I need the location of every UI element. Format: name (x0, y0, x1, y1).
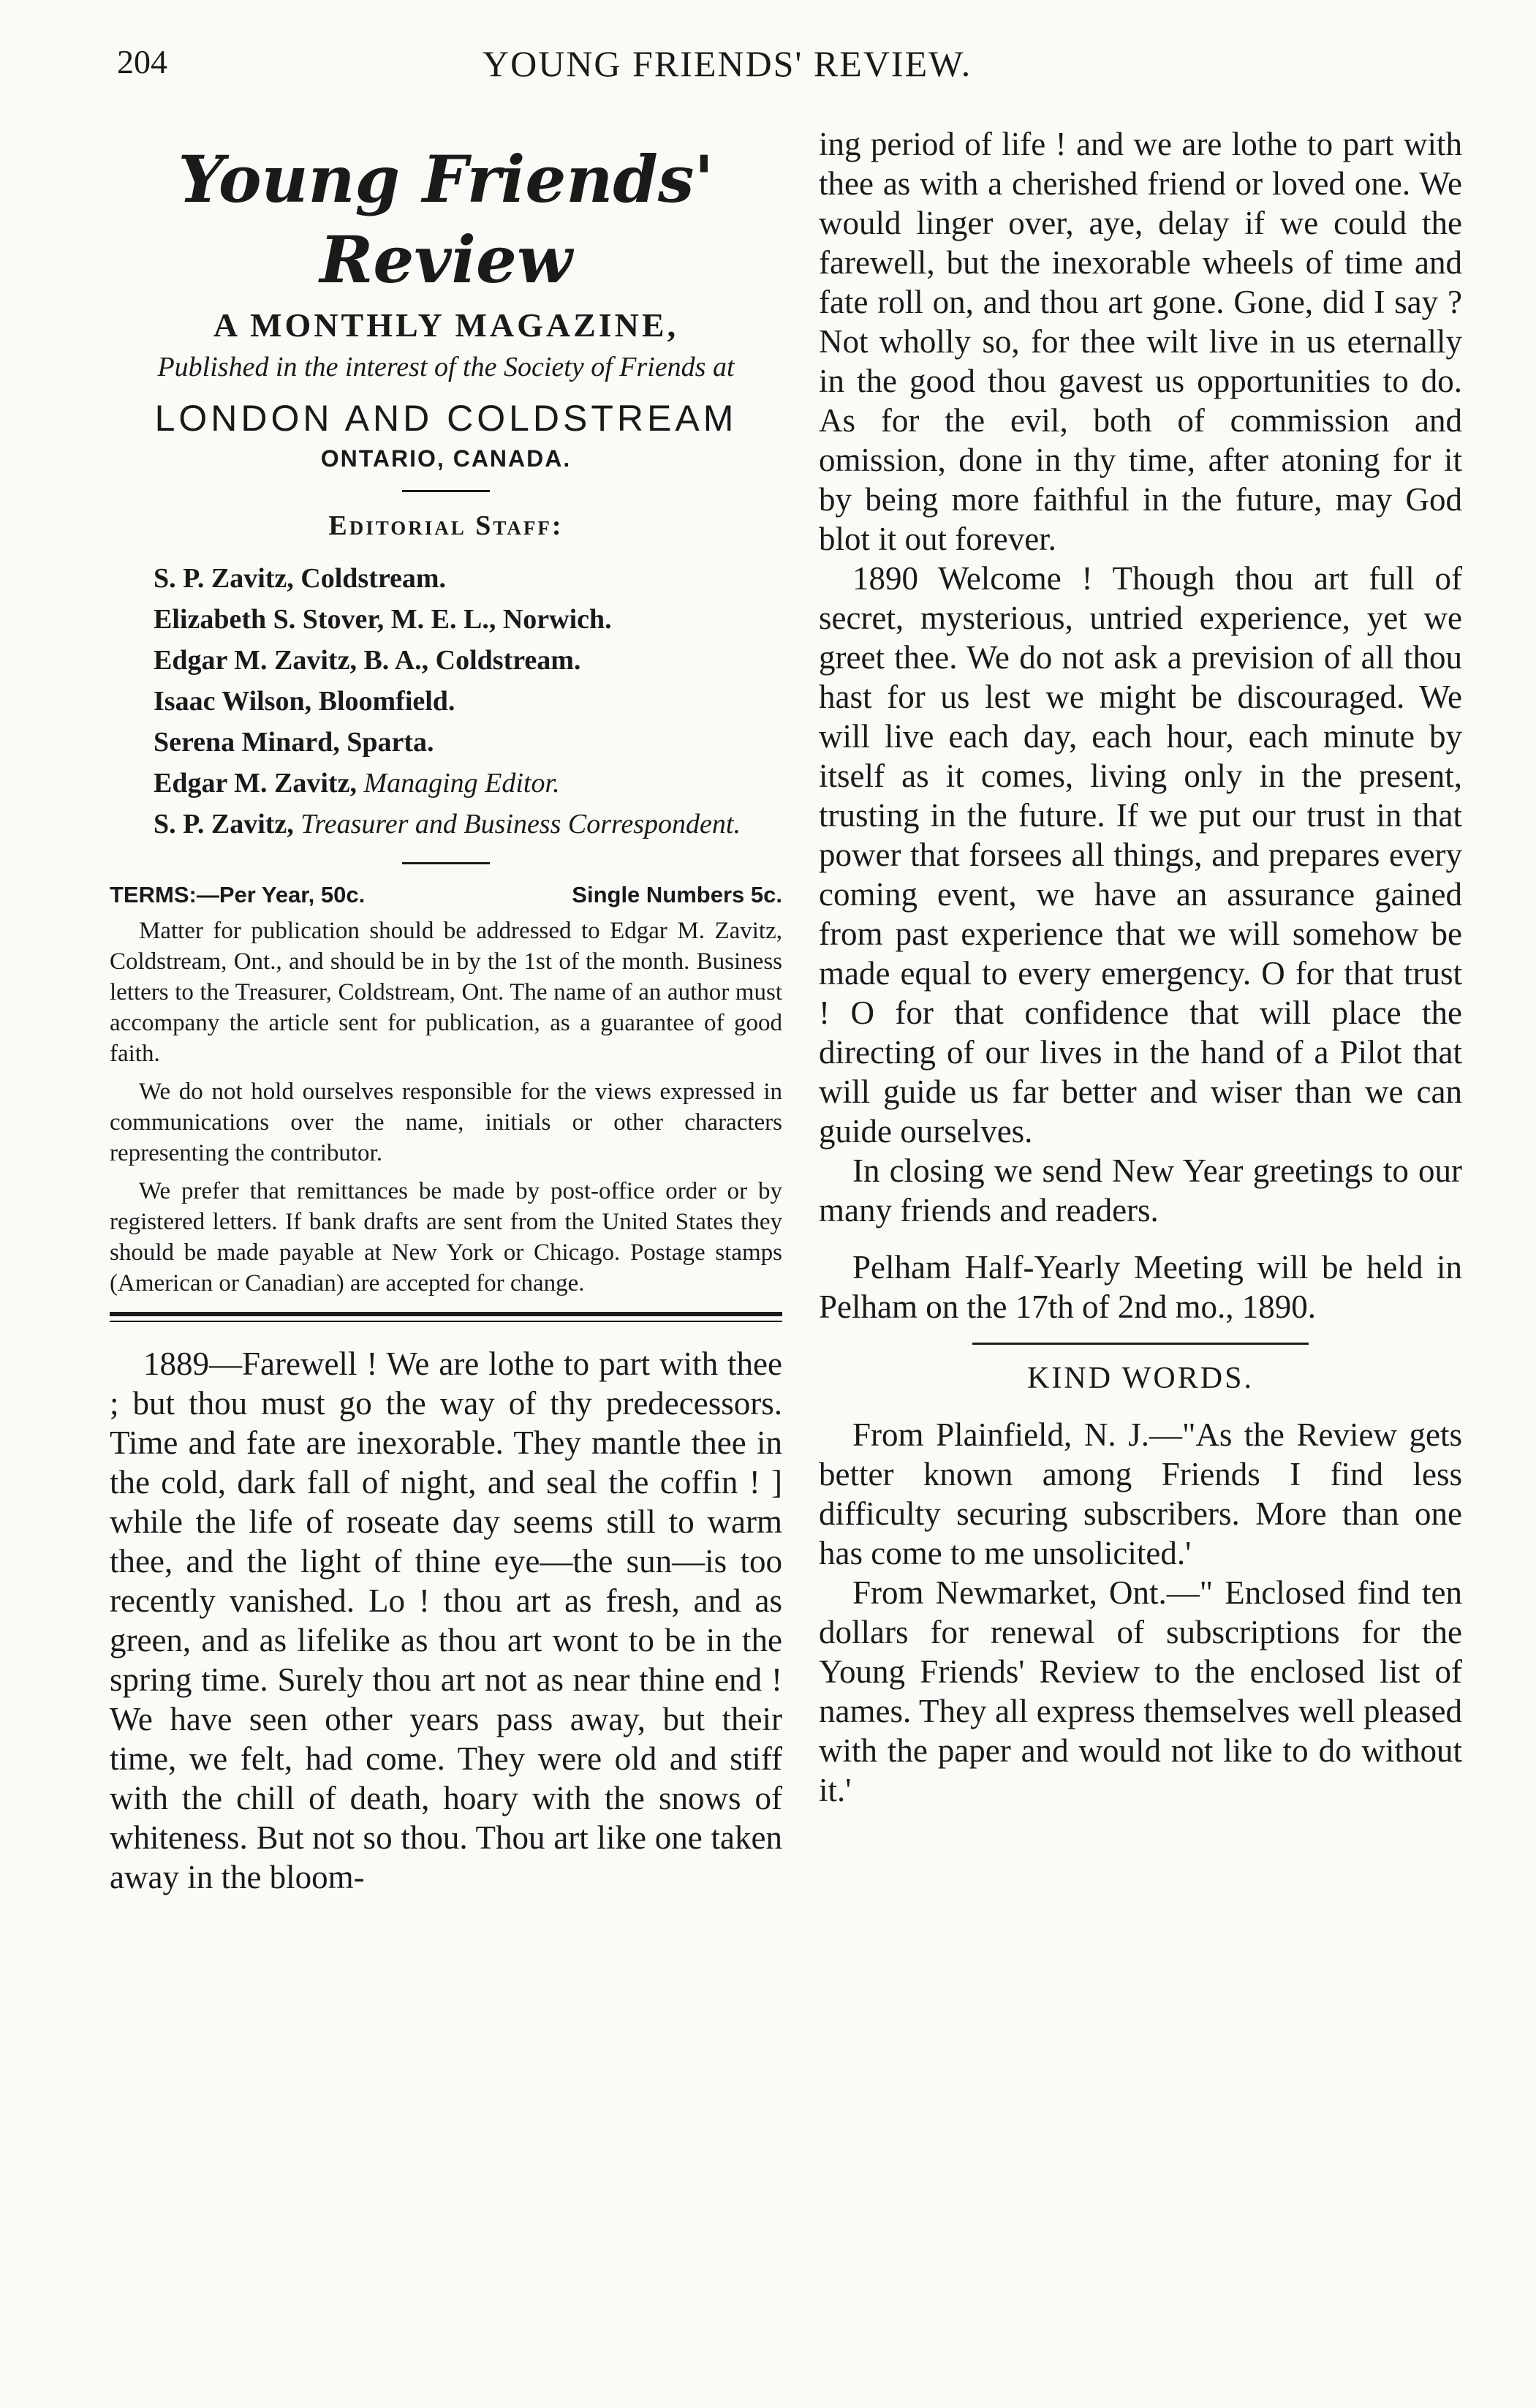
staff-member: Edgar M. Zavitz, B. A., Coldstream. (154, 645, 581, 676)
staff-member: S. P. Zavitz, Treasurer and Business Correspondent. (154, 809, 741, 839)
masthead-region: ONTARIO, CANADA. (320, 445, 572, 472)
masthead-place: LONDON AND COLDSTREAM (154, 398, 738, 439)
running-head: YOUNG FRIENDS' REVIEW. (483, 43, 972, 84)
kind-words-item: From Newmarket, Ont.—" Enclosed find ten dollars for renewal of subscriptions for the Young Friends' Review to the enclosed list of names. They all express themselves well pleased with the paper and would not like to do without it.' (819, 1574, 1462, 1808)
masthead-subtitle: A MONTHLY MAGAZINE, (213, 306, 679, 344)
right-column (819, 124, 1462, 1810)
masthead-published: Published in the interest of the Society of Friends at (157, 352, 735, 382)
masthead-title: Young Friends' Review (178, 141, 714, 298)
terms-row (110, 882, 782, 908)
divider (972, 1343, 1309, 1345)
staff-member: Isaac Wilson, Bloomfield. (154, 686, 455, 717)
left-column (110, 117, 782, 1897)
kind-words-item: From Plainfield, N. J.—"As the Review gets better known among Friends I find less difficulty securing subscribers. More than one has come to me unsolicited.' (819, 1416, 1462, 1571)
welcome-paragraph: 1890 Welcome ! Though thou art full of secret, mysterious, untried experience, yet we greet thee. We do not ask a prevision of all thou hast for us lest we might be discouraged. We will live each day, each hour, each minute by itself as it comes, living only in the present, trusting in the future. If we put our trust in that power that forsees all things, and prepares every coming event, we have an assurance gained from past experience that we will somehow be made equal to every emergency. O for that trust ! O for that confidence that will place the directing of our lives in the hand of a Pilot that will guide us far better and wiser than we can guide ourselves. (819, 560, 1462, 1150)
staff-member: Edgar M. Zavitz, Managing Editor. (154, 768, 560, 799)
greetings-paragraph: In closing we send New Year greetings to our many friends and readers. (819, 1152, 1462, 1228)
staff-list (110, 558, 782, 845)
notice-paragraph: Matter for publication should be addressed to Edgar M. Zavitz, Coldstream, Ont., and should be in by the 1st of the month. Business letters to the Treasurer, Coldstream, Ont. The name of an author must accompany the article sent for publication, as a guarantee of good faith. (110, 918, 782, 1067)
kind-words-heading: KIND WORDS. (1027, 1362, 1254, 1395)
staff-member: Serena Minard, Sparta. (154, 727, 434, 758)
divider (402, 862, 490, 864)
staff-member: Elizabeth S. Stover, M. E. L., Norwich. (154, 604, 612, 635)
page-header (0, 42, 1536, 101)
notice-paragraph: We prefer that remittances be made by post-office order or by registered letters. If bank drafts are sent from the United States they should be made payable at New York or Chicago. Postage stamps (American or Canadian) are accepted for change. (110, 1178, 782, 1297)
staff-member: S. P. Zavitz, Coldstream. (154, 563, 447, 594)
farewell-paragraph: 1889—Farewell ! We are lothe to part with thee ; but thou must go the way of thy predecessors. Time and fate are inexorable. They mantle thee in the cold, dark fall of night, and seal the coffin ! ] while the life of roseate day seems still to warm thee, and the light of thine eye—the sun—is too recently vanished. Lo ! thou art as fresh, and as green, and as lifelike as thou art wont to be in the spring time. Surely thou art not as near thine end ! We have seen other years pass away, but their time, we felt, had come. They were old and stiff with the chill of death, hoary with the snows of whiteness. But not so thou. Thou art like one taken away in the bloom- (110, 1345, 782, 1895)
divider (402, 490, 490, 492)
notice-paragraph: We do not hold ourselves responsible for the views expressed in communications over the name, initials or other characters representing the contributor. (110, 1079, 782, 1166)
terms-single: Single Numbers 5c. (572, 882, 782, 907)
pelham-notice: Pelham Half-Yearly Meeting will be held in Pelham on the 17th of 2nd mo., 1890. (819, 1249, 1462, 1325)
double-rule (110, 1312, 782, 1322)
terms-year: TERMS:—Per Year, 50c. (110, 882, 366, 907)
page-number: 204 (117, 43, 167, 80)
farewell-continued: ing period of life ! and we are lothe to part with thee as with a cherished friend or loved one. We would linger over, aye, delay if we could the farewell, but the inexorable wheels of time and fate roll on, and thou art gone. Gone, did I say ? Not wholly so, for thee wilt live in us eternally in the good thou gavest us opportunities to do. As for the evil, both of commission and omission, done in thy time, after atoning for it by being more faithful in the future, may God blot it out forever. (819, 126, 1462, 557)
spacer (819, 1230, 1462, 1248)
staff-heading: Editorial Staff: (328, 510, 564, 541)
